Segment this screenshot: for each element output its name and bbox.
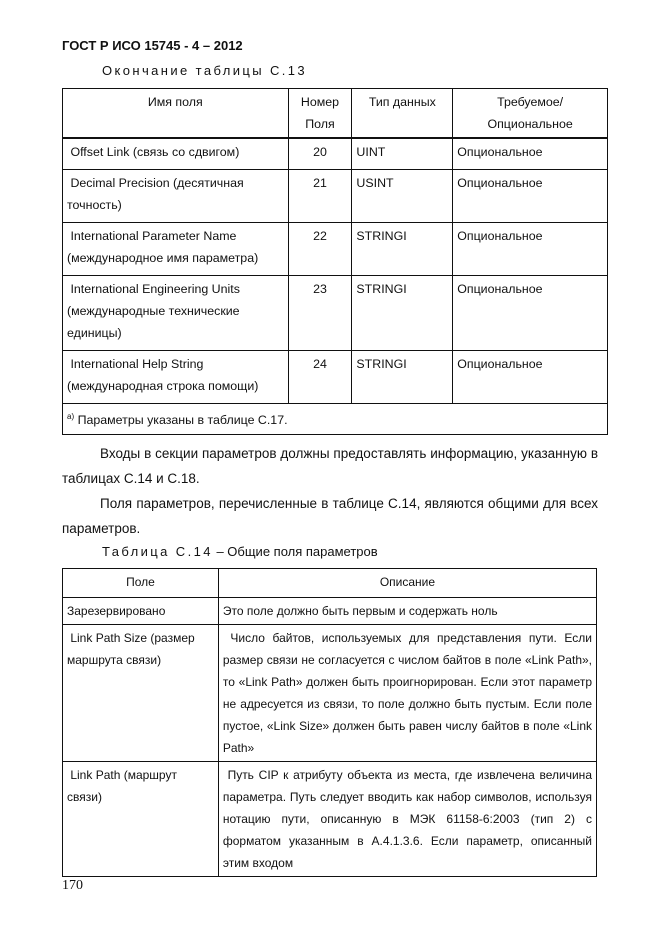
- body-text: [62, 441, 598, 541]
- column-header-description: Описание: [218, 569, 596, 598]
- document-header: ГОСТ Р ИСО 15745 - 4 – 2012: [62, 38, 243, 53]
- required-cell: Опциональное: [453, 351, 608, 404]
- column-header-field-name: Имя поля: [63, 89, 289, 139]
- data-type-cell: UINT: [352, 138, 453, 170]
- footnote-mark: а): [67, 412, 75, 421]
- field-cell: Link Path (маршрут связи): [63, 762, 219, 877]
- table-header-row: [63, 89, 608, 139]
- table-c14-caption: [102, 544, 378, 559]
- required-cell: Опциональное: [453, 138, 608, 170]
- table-row: [63, 276, 608, 351]
- field-number-cell: 23: [288, 276, 352, 351]
- field-number-cell: 22: [288, 223, 352, 276]
- paragraph: Входы в секции параметров должны предоставлять информацию, указанную в таблицах С.14 и С.18.: [62, 446, 598, 486]
- description-cell: Это поле должно быть первым и содержать ноль: [218, 598, 596, 625]
- table-row: [63, 598, 597, 625]
- table-c13: [62, 88, 608, 435]
- description-cell: Число байтов, используемых для представления пути. Если размер связи не согласуется с числом байтов в поле «Link Path», то «Link Path» должен быть проигнорирован. Если этот параметр не адресуется из связи, то поле должно быть пустым. Если поле пустое, «Link Size» должен быть равен числу байтов в поле «Link Path»: [218, 625, 596, 762]
- data-type-cell: STRINGI: [352, 276, 453, 351]
- column-header-data-type: Тип данных: [352, 89, 453, 139]
- table-row: [63, 170, 608, 223]
- required-cell: Опциональное: [453, 223, 608, 276]
- column-header-required: Требуемое/ Опциональное: [453, 89, 608, 139]
- footnote-text: Параметры указаны в таблице С.17.: [77, 413, 288, 428]
- field-cell: Link Path Size (размер маршрута связи): [63, 625, 219, 762]
- table-row: [63, 762, 597, 877]
- description-cell: Путь CIP к атрибуту объекта из места, где извлечена величина параметра. Путь следует вводить как набор символов, используя нотацию пути, описанную в МЭК 61158-6:2003 (тип 2) с форматом указанным в А.4.1.3.6. Если параметр, описанный этим входом: [218, 762, 596, 877]
- field-name-cell: International Engineering Units (международные технические единицы): [63, 276, 289, 351]
- page-number: 170: [62, 878, 83, 893]
- required-cell: Опциональное: [453, 276, 608, 351]
- field-name-cell: International Help String (международная строка помощи): [63, 351, 289, 404]
- column-header-field: Поле: [63, 569, 219, 598]
- table-row: [63, 351, 608, 404]
- table-row: [63, 625, 597, 762]
- table-c14: [62, 568, 597, 877]
- field-number-cell: 21: [288, 170, 352, 223]
- field-number-cell: 20: [288, 138, 352, 170]
- table-header-row: [63, 569, 597, 598]
- field-number-cell: 24: [288, 351, 352, 404]
- paragraph: Поля параметров, перечисленные в таблице С.14, являются общими для всех параметров.: [62, 496, 598, 536]
- column-header-number: Номер Поля: [288, 89, 352, 139]
- data-type-cell: USINT: [352, 170, 453, 223]
- table-c14-caption-text: – Общие поля параметров: [212, 544, 378, 559]
- table-row: [63, 223, 608, 276]
- data-type-cell: STRINGI: [352, 351, 453, 404]
- table-footnote-row: [63, 404, 608, 435]
- field-name-cell: Decimal Precision (десятичная точность): [63, 170, 289, 223]
- data-type-cell: STRINGI: [352, 223, 453, 276]
- field-name-cell: Offset Link (связь со сдвигом): [63, 138, 289, 170]
- field-cell: Зарезервировано: [63, 598, 219, 625]
- table-row: [63, 138, 608, 170]
- table-c13-caption: Окончание таблицы С.13: [102, 63, 308, 78]
- required-cell: Опциональное: [453, 170, 608, 223]
- table-footnote: [63, 404, 608, 435]
- table-c14-caption-label: Таблица С.14: [102, 544, 213, 559]
- field-name-cell: International Parameter Name (международное имя параметра): [63, 223, 289, 276]
